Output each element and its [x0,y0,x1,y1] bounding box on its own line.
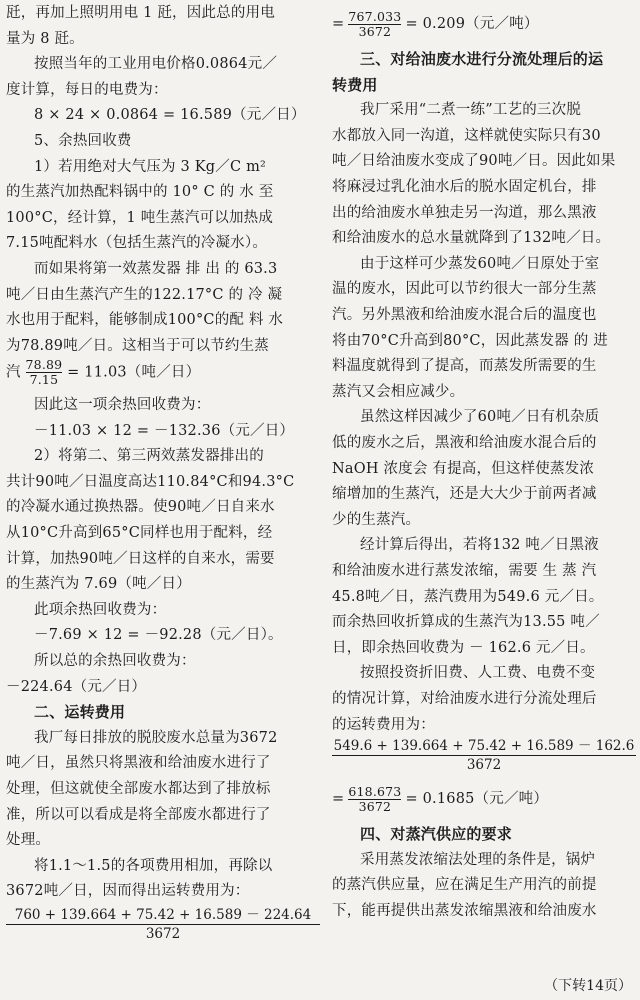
equation [332,4,539,44]
text-line: 而如果将第一效蒸发器 排 出 的 63.3 [34,261,278,277]
text-line: 水也用于配料，能够制成100°C的配 料 水 [6,312,284,329]
text-line: 按照当年的工业用电价格0.0864元／ [34,56,278,73]
text-line: 瓩，再加上照明用电 1 瓩，因此总的用电 [6,5,275,21]
text-line: 的情况计算，对给油废水进行分流处理后 [332,691,597,707]
text-line: 和给油废水进行蒸发浓缩，需要 生 蒸 汽 [332,563,597,579]
text-line: 少的生蒸汽。 [332,511,421,528]
equals-sign: = [332,16,345,32]
text-line: 7.15吨配料水（包括生蒸汽的冷凝水）。 [6,235,268,252]
text-line: 因此这一项余热回收费为： [34,397,211,413]
equation-line [332,779,636,819]
equation-line [332,4,636,44]
text-line: 的运转费用为： [332,716,435,733]
text-line: 吨／日，虽然只将黑液和给油废水进行了 [6,755,271,772]
text-line: 按照投资折旧费、人工费、电费不变 [360,665,596,682]
fraction-numerator: 760 + 139.664 + 75.42 + 16.589 － 224.64 [14,907,312,923]
text-line: 的生蒸汽为 7.69（吨／日） [6,576,191,593]
text-line: 出的给油废水单独走另一沟道，那么黑液 [332,204,597,221]
text-line: 而余热回收折算成的生蒸汽为13.55 吨／ [332,614,600,631]
fraction-denominator: 3672 [358,798,392,814]
text-line: 和给油废水的总水量就降到了132吨／日。 [332,230,611,247]
text-line: 下，能再提供出蒸发浓缩黑液和给油废水 [332,903,597,919]
text-line: 处理，但这就使全部废水都达到了排放标 [6,781,271,797]
text-line: 此项余热回收费为： [34,601,167,618]
text-line: 为78.89吨／日。这相当于可以节约生蒸 [6,337,270,354]
text-line: 2）将第二、第三两效蒸发器排出的 [34,448,264,465]
text-line: 1）若用绝对大气压为 3 Kg／C m² [34,158,267,175]
fraction-numerator: 78.89 [25,358,63,373]
text-line: 汽。另外黑液和给油废水混合后的温度也 [332,307,597,323]
text-line: 由于这样可少蒸发60吨／日原处于室 [360,255,600,272]
text-line: 将1.1～1.5的各项费用相加，再除以 [34,857,273,874]
fraction-equation [6,906,320,943]
left-column [6,0,320,1000]
fraction-denominator: 3672 [145,926,181,942]
fraction-denominator: 3672 [358,23,392,39]
text-line: 日，即余热回收费为 － 162.6 元／日。 [332,639,595,656]
text-line: 所以总的余热回收费为： [34,653,196,669]
text-line: 准，所以可以看成是将全部废水都进行了 [6,806,271,823]
text-line: 低的废水之后，黑液和给油废水混合后的 [332,435,597,451]
text-fragment: 汽 [6,364,21,381]
inline-fraction [348,785,401,814]
text-line: 虽然这样因减少了60吨／日有机杂质 [360,409,600,426]
text-line: 处理。 [6,832,51,849]
text-line: 共计90吨／日温度高达110.84°C和94.3°C [6,473,295,490]
fraction-equation [332,737,636,774]
text-line: 的生蒸汽加热配料锅中的 10° C 的 水 至 [6,184,274,201]
inline-fraction [26,358,63,384]
equation-line [6,358,320,384]
text-line: 温的废水，因此可以节约很大一部分生蒸 [332,281,597,298]
text-line: 45.8吨／日，蒸汽费用为549.6 元／日。 [332,588,604,605]
text-fragment: = 11.03（吨／日） [67,364,201,381]
fraction-denominator: 7.15 [29,372,59,385]
text-line: 从10°C升高到65°C同样也用于配料，经 [6,525,273,541]
section-item: 5、余热回收费 [34,133,132,149]
text-line: 的冷凝水通过换热器。使90吨／日自来水 [6,499,275,516]
section-heading: 三、对给油废水进行分流处理后的运 [360,50,604,68]
inline-fraction [348,10,401,39]
text-line: 蒸汽又会相应减少。 [332,383,465,400]
text-line: 计算，加热90吨／日这样的自来水，需要 [6,550,275,567]
equation-line: －11.03 × 12 = －132.36（元／日） [34,422,295,439]
fraction-numerator: 767.033 [348,8,402,24]
fraction-numerator: 549.6 + 139.664 + 75.42 + 16.589 － 162.6 [333,738,635,755]
equation-line: 8 × 24 × 0.0864 = 16.589（元／日） [34,107,306,124]
equals-sign: = [332,791,345,808]
equation-line: －7.69 × 12 = －92.28（元／日）。 [34,627,283,644]
equation-line: －224.64（元／日） [6,678,147,695]
text-line: 100°C，经计算，1 吨生蒸汽可以加热成 [6,209,274,226]
text-line: 吨／日由生蒸汽产生的122.17°C 的 冷 凝 [6,286,283,303]
equation-result: = 0.209（元／吨） [405,16,539,32]
text-line: 量为 8 瓩。 [6,30,84,47]
text-line: 我厂每日排放的脱胶废水总量为3672 [34,729,278,746]
text-line: 的蒸汽供应量，应在满足生产用汽的前提 [332,877,597,894]
section-heading: 二、运转费用 [34,703,126,722]
text-line: 将麻浸过乳化油水后的脱水固定机台，排 [332,179,597,195]
text-line: 水都放入同一沟道，这样就使实际只有30 [332,127,601,144]
fraction-denominator: 3672 [466,757,502,774]
text-line: 缩增加的生蒸汽，还是大大少于前两者减 [332,486,597,503]
section-heading: 转费用 [332,75,378,94]
text-line: 经计算后得出，若将132 吨／日黑液 [360,537,599,554]
text-line: 吨／日给油废水变成了90吨／日。因此如果 [332,153,616,170]
continued-note: （下转14页） [544,978,632,994]
text-line: 料温度就得到了提高，而蒸发所需要的生 [332,358,597,375]
equation-result: = 0.1685（元／吨） [405,791,549,808]
equation [332,779,548,819]
text-line: 采用蒸发浓缩法处理的条件是，锅炉 [360,851,596,868]
text-line: 度计算，每日的电费为： [6,81,168,98]
text-line: 3672吨／日，因而得出运转费用为： [6,883,250,900]
text-line: NaOH 浓度会 有提高，但这样使蒸发浓 [332,460,595,477]
fraction-numerator: 618.673 [348,783,402,799]
section-heading: 四、对蒸汽供应的要求 [360,825,513,844]
right-column [332,0,636,1000]
text-line: 我厂采用“二煮一练”工艺的三次脱 [360,102,582,119]
text-line: 将由70°C升高到80°C，因此蒸发器 的 进 [332,332,608,349]
